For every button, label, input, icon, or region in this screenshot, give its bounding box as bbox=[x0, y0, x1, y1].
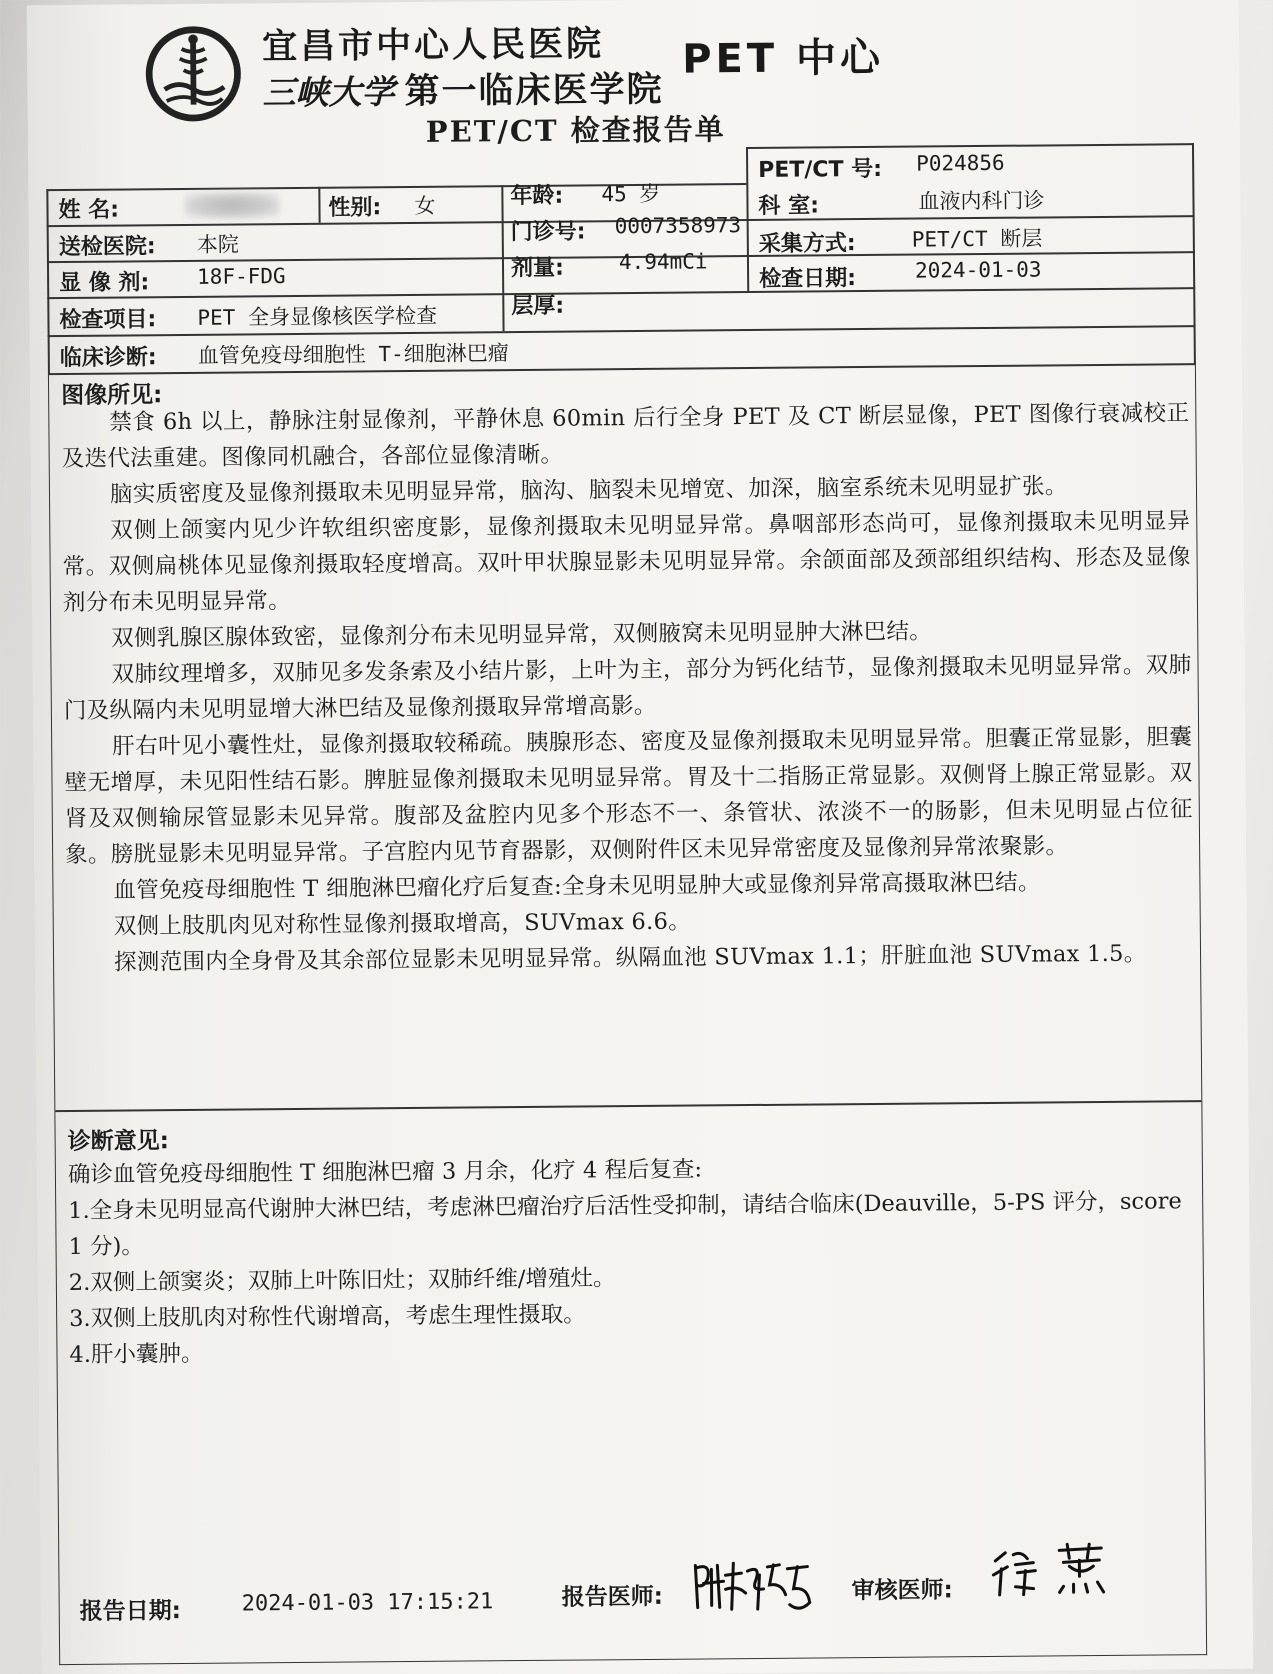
findings-paragraph: 双侧乳腺区腺体致密，显像剂分布未见明显异常，双侧腋窝未见明显肿大淋巴结。 bbox=[111, 618, 933, 652]
findings-paragraph: 肝右叶见小囊性灶，显像剂摄取较稀疏。胰腺形态、密度及显像剂摄取未见明显异常。胆囊正常显影，胆囊壁无增厚，未见阳性结石影。脾脏显像剂摄取未见明显异常。胃及十二指肠正常显影。双侧肾上腺正常显影。双肾及双侧输尿管显影未见异常。腹部及盆腔内见多个形态不一、条管状、浓淡不一的肠影，但未见明显占位征象。膀胱显影未见明显异常。子宫腔内见节育器影，双侧附件区未见异常密度及显像剂异常浓聚影。 bbox=[64, 724, 1193, 869]
findings-paragraph: 脑实质密度及显像剂摄取未见明显异常，脑沟、脑裂未见增宽、加深，脑室系统未见明显扩张。 bbox=[109, 473, 1068, 508]
center-name: PET 中心 bbox=[682, 34, 885, 83]
findings-paragraph: 双侧上肢肌肉见对称性显像剂摄取增高，SUVmax 6.6。 bbox=[113, 908, 692, 940]
report-footer bbox=[71, 1565, 1199, 1635]
tracer-value: 18F-FDG bbox=[196, 264, 286, 289]
gender-label: 性别: bbox=[328, 195, 382, 221]
impression-title: 诊断意见: bbox=[67, 1128, 169, 1156]
petct-no-label: PET/CT 号: bbox=[758, 156, 883, 183]
report-body bbox=[48, 365, 1207, 1665]
report-paper bbox=[27, 0, 1254, 1674]
findings-paragraph: 双侧上颌窦内见少许软组织密度影，显像剂摄取未见明显异常。鼻咽部形态尚可，显像剂摄取未见明显异常。双侧扁桃体见显像剂摄取轻度增高。双叶甲状腺显影未见明显异常。余颌面部及颈部组织结构、形态及显像剂分布未见明显异常。 bbox=[62, 508, 1191, 617]
acquisition-value: PET/CT 断层 bbox=[911, 226, 1043, 252]
hospital-name: 宜昌市中心人民医院 bbox=[261, 24, 605, 68]
impression-intro: 确诊血管免疫母细胞性 T 细胞淋巴瘤 3 月余，化疗 4 程后复查: bbox=[67, 1156, 703, 1189]
college-line bbox=[262, 62, 663, 115]
tracer-label: 显 像 剂: bbox=[59, 270, 150, 297]
findings-paragraph: 双肺纹理增多，双肺见多发条索及小结片影，上叶为主，部分为钙化结节，显像剂摄取未见明显异常。双肺门及纵隔内未见明显增大淋巴结及显像剂摄取异常增高影。 bbox=[63, 652, 1192, 725]
petct-no-value: P024856 bbox=[916, 150, 1005, 176]
university-calligraphy: 三峡大学 bbox=[262, 72, 395, 113]
clinic-no-value: 0007358973 bbox=[614, 213, 742, 239]
gender-value: 女 bbox=[414, 193, 436, 218]
findings-title: 图像所见: bbox=[61, 382, 163, 410]
findings-paragraph: 血管免疫母细胞性 T 细胞淋巴瘤化疗后复查:全身未见明显肿大或显像剂异常高摄取淋巴结。 bbox=[113, 869, 1041, 904]
acquisition-label: 采集方式: bbox=[758, 231, 856, 257]
reviewing-doctor-signature bbox=[989, 1542, 1120, 1603]
reporting-doctor-signature bbox=[689, 1554, 820, 1617]
impression-item: 4.肝小囊肿。 bbox=[69, 1340, 204, 1368]
impression-item: 3.双侧上肢肌肉对称性代谢增高，考虑生理性摄取。 bbox=[69, 1301, 586, 1332]
report-date-value: 2024-01-03 17:15:21 bbox=[241, 1589, 494, 1617]
impression-text bbox=[68, 1147, 1198, 1373]
age-value: 45 岁 bbox=[601, 181, 661, 207]
college-name: 第一临床医学院 bbox=[404, 69, 664, 113]
reporting-doctor-label: 报告医师: bbox=[561, 1583, 663, 1611]
referring-hospital-value: 本院 bbox=[196, 232, 239, 257]
department-value: 血液内科门诊 bbox=[918, 188, 1045, 214]
exam-item-label: 检查项目: bbox=[59, 307, 157, 334]
patient-info-table bbox=[46, 143, 1196, 375]
department-label: 科 室: bbox=[758, 193, 820, 219]
slice-label: 层厚: bbox=[511, 293, 565, 320]
impression-item: 1.全身未见明显高代谢肿大淋巴结，考虑淋巴瘤治疗后活性受抑制，请结合临床(Deauville，5-PS 评分，score 1 分)。 bbox=[68, 1188, 1182, 1261]
findings-paragraph: 禁食 6h 以上，静脉注射显像剂，平静休息 60min 后行全身 PET 及 CT 断层显像，PET 图像行衰减校正及迭代法重建。图像同机融合，各部位显像清晰。 bbox=[61, 400, 1190, 473]
clinical-dx-value: 血管免疫母细胞性 T-细胞淋巴瘤 bbox=[197, 341, 509, 368]
exam-date-label: 检查日期: bbox=[759, 266, 857, 292]
findings-text bbox=[61, 395, 1194, 981]
exam-date-value: 2024-01-03 bbox=[914, 257, 1042, 283]
exam-item-value: PET 全身显像核医学检查 bbox=[197, 303, 438, 330]
reviewing-doctor-label: 审核医师: bbox=[851, 1577, 953, 1605]
clinic-no-label: 门诊号: bbox=[510, 219, 586, 246]
dose-value: 4.94mCi bbox=[618, 249, 708, 275]
hospital-logo-icon bbox=[145, 25, 242, 122]
name-label: 姓 名: bbox=[58, 197, 120, 224]
clinical-dx-label: 临床诊断: bbox=[59, 345, 157, 372]
findings-paragraph: 探测范围内全身骨及其余部位显影未见明显异常。纵隔血池 SUVmax 1.1；肝脏血池 SUVmax 1.5。 bbox=[113, 940, 1147, 976]
dose-label: 剂量: bbox=[510, 255, 564, 282]
referring-hospital-label: 送检医院: bbox=[58, 234, 156, 261]
name-value-redacted bbox=[184, 191, 279, 218]
report-date-label: 报告日期: bbox=[79, 1598, 182, 1625]
age-label: 年龄: bbox=[510, 183, 564, 210]
section-divider bbox=[55, 1100, 1201, 1112]
form-title: PET/CT 检查报告单 bbox=[425, 112, 726, 149]
impression-item: 2.双侧上颌窦炎；双肺上叶陈旧灶；双肺纤维/增殖灶。 bbox=[68, 1265, 616, 1297]
